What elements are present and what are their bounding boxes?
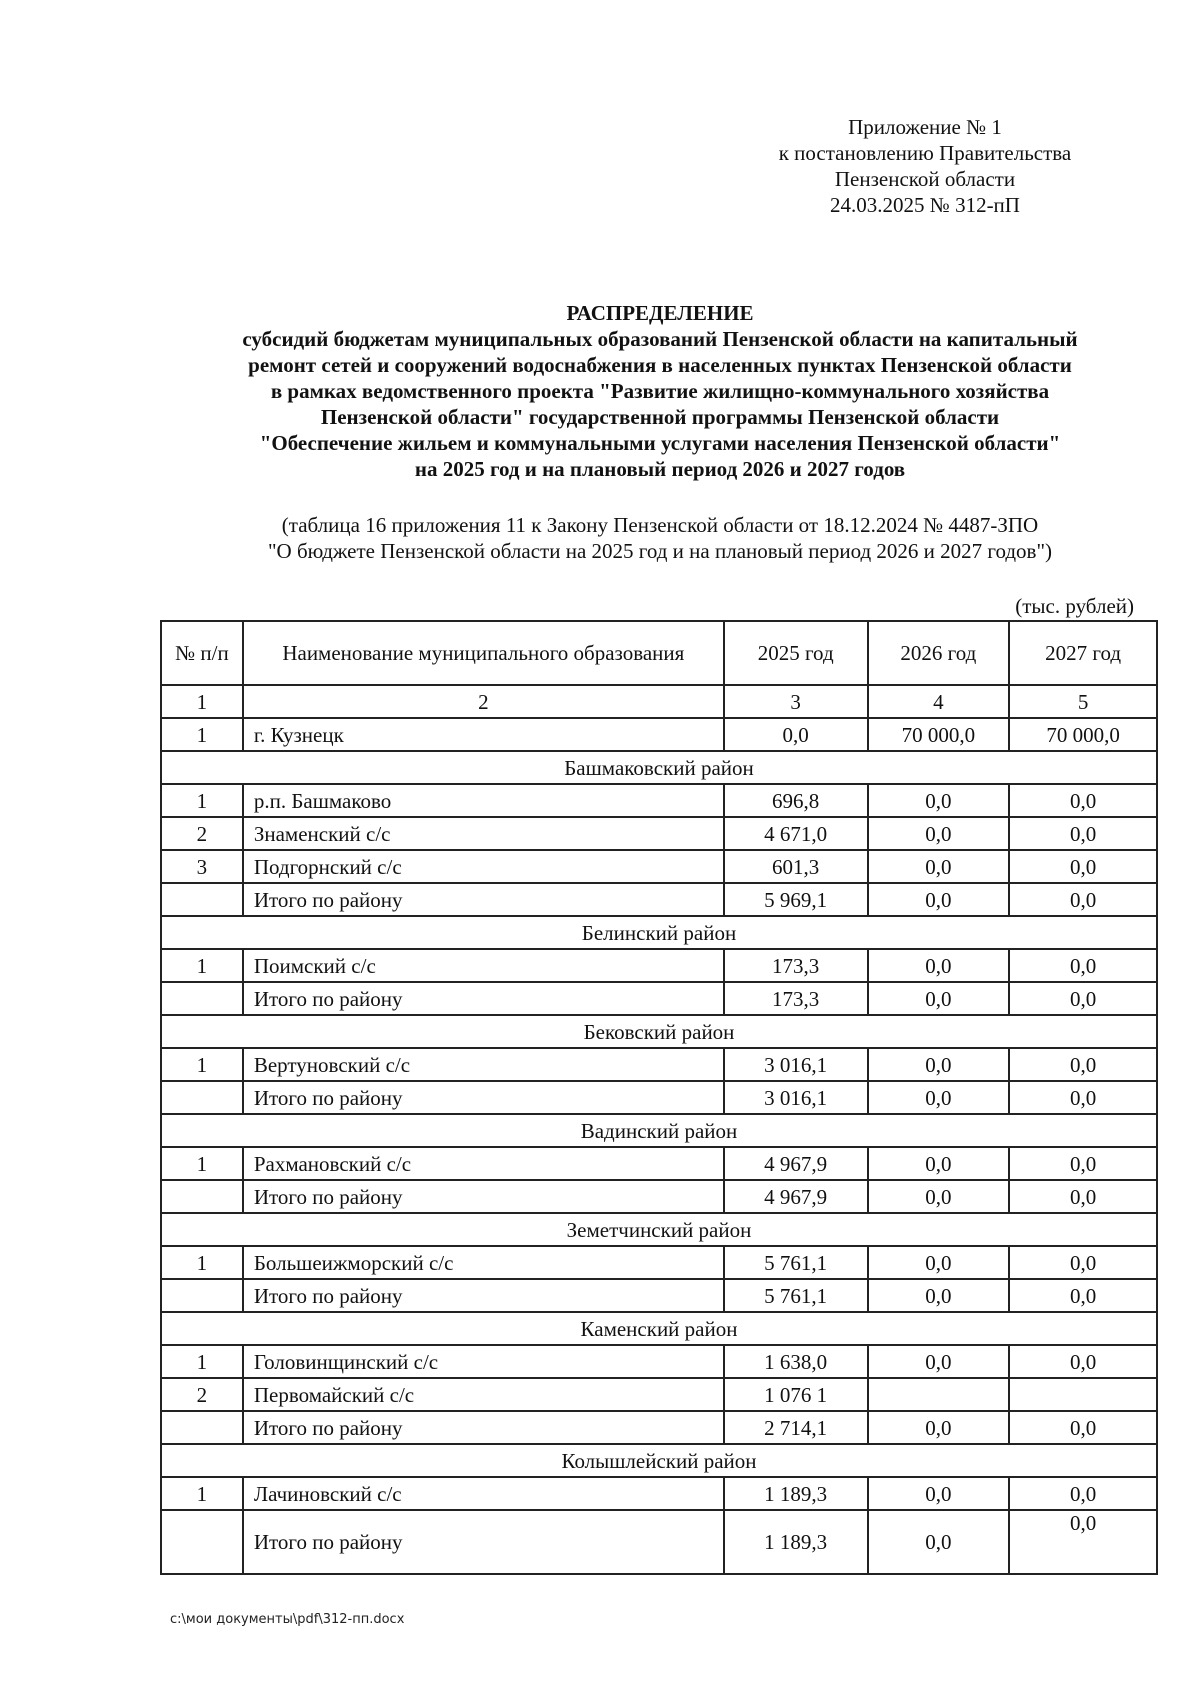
value-2025: 0,0 (724, 718, 868, 751)
title-line-5: "Обеспечение жильем и коммунальными услугами населения Пензенской области" (259, 431, 1061, 455)
value-2025: 5 761,1 (724, 1279, 868, 1312)
value-2027: 0,0 (1009, 850, 1157, 883)
header-2027: 2027 год (1009, 621, 1157, 685)
municipality-name: Итого по району (243, 883, 724, 916)
value-2025: 4 967,9 (724, 1180, 868, 1213)
value-2026: 0,0 (868, 1411, 1010, 1444)
column-index: 3 (724, 685, 868, 718)
value-2027: 0,0 (1009, 1180, 1157, 1213)
value-2025: 4 967,9 (724, 1147, 868, 1180)
value-2027: 0,0 (1009, 883, 1157, 916)
table-row (161, 850, 1157, 883)
value-2026: 0,0 (868, 1345, 1010, 1378)
table-row (161, 1048, 1157, 1081)
value-2025: 696,8 (724, 784, 868, 817)
municipality-name: Рахмановский с/с (243, 1147, 724, 1180)
value-2025: 2 714,1 (724, 1411, 868, 1444)
value-2027: 0,0 (1009, 1147, 1157, 1180)
header-2026: 2026 год (868, 621, 1010, 685)
title-line-4: Пензенской области" государственной программы Пензенской области (320, 405, 1000, 429)
district-title: Каменский район (161, 1312, 1157, 1345)
column-index-row (161, 685, 1157, 718)
table-row (161, 883, 1157, 916)
row-number: 1 (161, 1345, 243, 1378)
row-number: 2 (161, 817, 243, 850)
appendix-line-3: Пензенской области (834, 167, 1016, 191)
appendix-line-1: Приложение № 1 (848, 115, 1002, 139)
row-number: 1 (161, 1147, 243, 1180)
title-line-2: ремонт сетей и сооружений водоснабжения в населенных пунктах Пензенской области (248, 353, 1072, 377)
table-row (161, 949, 1157, 982)
row-number: 3 (161, 850, 243, 883)
value-2027: 0,0 (1009, 949, 1157, 982)
value-2026: 0,0 (868, 949, 1010, 982)
district-section-row (161, 1312, 1157, 1345)
value-2027 (1009, 1378, 1157, 1411)
value-2026: 0,0 (868, 1081, 1010, 1114)
value-2026: 0,0 (868, 784, 1010, 817)
district-section-row (161, 751, 1157, 784)
table-row (161, 1246, 1157, 1279)
table-row (161, 784, 1157, 817)
value-2025: 173,3 (724, 982, 868, 1015)
municipality-name: Вертуновский с/с (243, 1048, 724, 1081)
table-body (161, 718, 1157, 1574)
municipality-name: Итого по району (243, 1081, 724, 1114)
district-title: Колышлейский район (161, 1444, 1157, 1477)
value-2025: 4 671,0 (724, 817, 868, 850)
appendix-line-4: 24.03.2025 № 312-пП (830, 193, 1020, 217)
district-title: Башмаковский район (161, 751, 1157, 784)
district-title: Белинский район (161, 916, 1157, 949)
table-row (161, 1147, 1157, 1180)
value-2026: 0,0 (868, 883, 1010, 916)
value-2025: 3 016,1 (724, 1081, 868, 1114)
table-row (161, 1411, 1157, 1444)
value-2025: 173,3 (724, 949, 868, 982)
value-2025: 1 189,3 (724, 1477, 868, 1510)
value-2025: 1 076 1 (724, 1378, 868, 1411)
municipality-name: Подгорнский с/с (243, 850, 724, 883)
value-2027: 70 000,0 (1009, 718, 1157, 751)
row-number: 2 (161, 1378, 243, 1411)
value-2026: 0,0 (868, 1180, 1010, 1213)
source-line-2: "О бюджете Пензенской области на 2025 год и на плановый период 2026 и 2027 годов") (267, 539, 1053, 563)
value-2025: 1 638,0 (724, 1345, 868, 1378)
value-2027: 0,0 (1009, 1081, 1157, 1114)
value-2026: 70 000,0 (868, 718, 1010, 751)
appendix-line-2: к постановлению Правительства (778, 141, 1072, 165)
row-number: 1 (161, 718, 243, 751)
municipality-name: г. Кузнецк (243, 718, 724, 751)
table-row (161, 817, 1157, 850)
title-line-3: в рамках ведомственного проекта "Развитие жилищно-коммунального хозяйства (270, 379, 1050, 403)
row-number (161, 982, 243, 1015)
value-2027: 0,0 (1009, 817, 1157, 850)
table-header-row (161, 621, 1157, 685)
district-title: Земетчинский район (161, 1213, 1157, 1246)
value-2027: 0,0 (1009, 1246, 1157, 1279)
table-row (161, 718, 1157, 751)
municipality-name: Итого по району (243, 1180, 724, 1213)
value-2025: 1 189,3 (724, 1510, 868, 1574)
column-index: 1 (161, 685, 243, 718)
value-2026: 0,0 (868, 1477, 1010, 1510)
row-number: 1 (161, 1048, 243, 1081)
value-2026: 0,0 (868, 850, 1010, 883)
district-title: Бековский район (161, 1015, 1157, 1048)
municipality-name: Лачиновский с/с (243, 1477, 724, 1510)
value-2027: 0,0 (1009, 1510, 1157, 1574)
row-number (161, 883, 243, 916)
table-row (161, 982, 1157, 1015)
value-2027: 0,0 (1009, 784, 1157, 817)
value-2027: 0,0 (1009, 1345, 1157, 1378)
source-reference (130, 512, 1190, 564)
row-number: 1 (161, 1246, 243, 1279)
value-2026: 0,0 (868, 1147, 1010, 1180)
row-number (161, 1279, 243, 1312)
district-section-row (161, 1444, 1157, 1477)
value-2027: 0,0 (1009, 982, 1157, 1015)
value-2025: 601,3 (724, 850, 868, 883)
header-name: Наименование муниципального образования (243, 621, 724, 685)
municipality-name: Большеижморский с/с (243, 1246, 724, 1279)
units-label: (тыс. рублей) (1015, 594, 1134, 618)
table-row (161, 1477, 1157, 1510)
value-2026: 0,0 (868, 1510, 1010, 1574)
appendix-block (740, 114, 1110, 218)
value-2026: 0,0 (868, 817, 1010, 850)
district-section-row (161, 1015, 1157, 1048)
row-number: 1 (161, 1477, 243, 1510)
title-line-1: субсидий бюджетам муниципальных образований Пензенской области на капитальный (242, 327, 1078, 351)
value-2026: 0,0 (868, 1279, 1010, 1312)
column-index: 2 (243, 685, 724, 718)
value-2026 (868, 1378, 1010, 1411)
row-number: 1 (161, 784, 243, 817)
district-section-row (161, 1114, 1157, 1147)
table-row (161, 1378, 1157, 1411)
municipality-name: Первомайский с/с (243, 1378, 724, 1411)
municipality-name: Итого по району (243, 1411, 724, 1444)
column-index: 4 (868, 685, 1010, 718)
row-number (161, 1180, 243, 1213)
row-number (161, 1510, 243, 1574)
municipality-name: Итого по району (243, 1510, 724, 1574)
value-2027: 0,0 (1009, 1048, 1157, 1081)
value-2026: 0,0 (868, 1048, 1010, 1081)
value-2025: 3 016,1 (724, 1048, 868, 1081)
row-number (161, 1081, 243, 1114)
municipality-name: Поимский с/с (243, 949, 724, 982)
municipality-name: р.п. Башмаково (243, 784, 724, 817)
title-line-6: на 2025 год и на плановый период 2026 и 2027 годов (414, 457, 906, 481)
district-section-row (161, 916, 1157, 949)
district-title: Вадинский район (161, 1114, 1157, 1147)
value-2025: 5 761,1 (724, 1246, 868, 1279)
value-2026: 0,0 (868, 982, 1010, 1015)
column-index: 5 (1009, 685, 1157, 718)
row-number: 1 (161, 949, 243, 982)
municipality-name: Итого по району (243, 982, 724, 1015)
value-2027: 0,0 (1009, 1477, 1157, 1510)
table-row (161, 1345, 1157, 1378)
value-2027: 0,0 (1009, 1279, 1157, 1312)
municipality-name: Знаменский с/с (243, 817, 724, 850)
value-2026: 0,0 (868, 1246, 1010, 1279)
district-section-row (161, 1213, 1157, 1246)
footer-file-path: c:\мои документы\pdf\312-пп.docx (170, 1612, 405, 1627)
value-2027: 0,0 (1009, 1411, 1157, 1444)
distribution-table (160, 620, 1158, 1575)
title-heading: РАСПРЕДЕЛЕНИЕ (566, 301, 754, 325)
header-2025: 2025 год (724, 621, 868, 685)
document-title (130, 300, 1190, 482)
source-line-1: (таблица 16 приложения 11 к Закону Пензенской области от 18.12.2024 № 4487-ЗПО (281, 513, 1039, 537)
table-row (161, 1180, 1157, 1213)
table-row (161, 1279, 1157, 1312)
table-row (161, 1081, 1157, 1114)
municipality-name: Итого по району (243, 1279, 724, 1312)
value-2025: 5 969,1 (724, 883, 868, 916)
row-number (161, 1411, 243, 1444)
header-num: № п/п (161, 621, 243, 685)
table-row (161, 1510, 1157, 1574)
municipality-name: Головинщинский с/с (243, 1345, 724, 1378)
